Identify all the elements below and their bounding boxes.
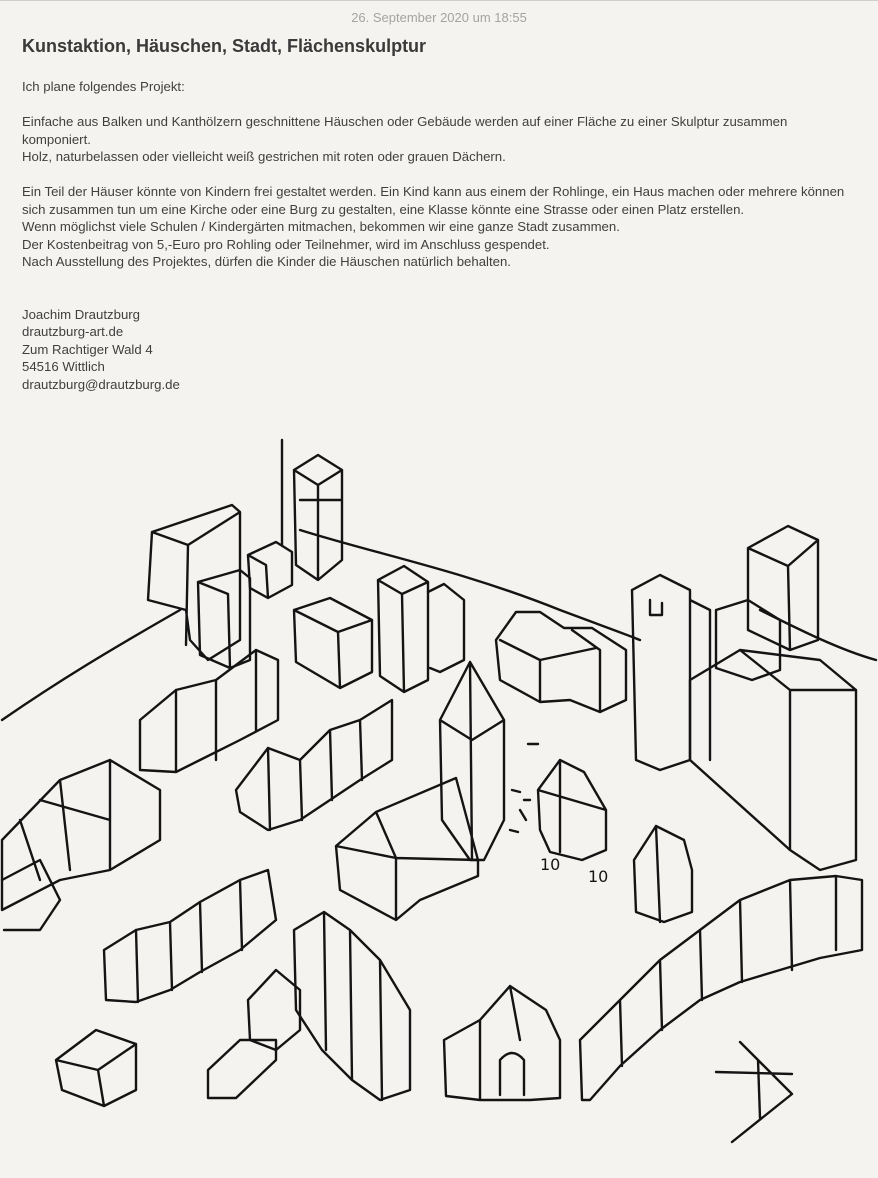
sketch-row-bottom-center (294, 912, 410, 1100)
intro-line: Ich plane folgendes Projekt: (22, 79, 185, 94)
contact-website: drautzburg-art.de (22, 324, 124, 339)
sketch-box-center-top (378, 566, 428, 692)
sketch-ground-line-top (300, 530, 640, 640)
sketch-box-center-right (428, 584, 464, 672)
sketch-castle-right (632, 575, 710, 770)
contact-street: Zum Rachtiger Wald 4 (22, 341, 153, 357)
sketch-house-a (248, 542, 292, 598)
sketch-row-left (2, 760, 160, 910)
sketch-label-10-b: 10 (588, 867, 609, 886)
sketch-house-small-right (634, 826, 692, 922)
top-divider (0, 0, 878, 1)
contact-name: Joachim Drautzburg (22, 306, 141, 322)
sketch-row-mid-left (236, 700, 392, 830)
sketch-row-bottom-right (580, 876, 862, 1100)
city-sketch-drawing (0, 430, 878, 1178)
sketch-box-lower-left-small (208, 1040, 276, 1098)
sketch-dashes-center (510, 744, 538, 832)
sketch-row-lower-center (248, 970, 300, 1050)
contact-city: 54516 Wittlich (22, 359, 105, 374)
sketch-ground-line-left (2, 610, 180, 720)
sketch-cube-center (294, 598, 372, 688)
sketch-label-10-a: 10 (540, 855, 561, 874)
paragraph-1-line-1: Einfache aus Balken und Kanthölzern geschnittene Häuschen oder Gebäude werden auf einer Fläche zu einer Skulptur zusammen komponiert. (22, 114, 788, 147)
contact-email: drautzburg@drautzburg.de (22, 376, 180, 392)
sketch-row-center-left (140, 650, 278, 772)
sketch-main-house (336, 778, 478, 920)
paragraph-2-line-4: Nach Ausstellung des Projektes, dürfen die Kinder die Häuschen natürlich behalten. (22, 254, 511, 269)
sketch-tower-left (148, 505, 240, 660)
sketch-house-right-center (538, 760, 606, 860)
sketch-block-right-main (690, 650, 856, 870)
sketch-box-lower-left (56, 1030, 136, 1106)
paragraph-2-line-3: Der Kostenbeitrag von 5,-Euro pro Rohling oder Teilnehmer, wird im Anschluss gespendet. (22, 236, 550, 252)
sketch-block-right-top (748, 526, 818, 650)
paragraph-1-line-2: Holz, naturbelassen oder vielleicht weiß gestrichen mit roten oder grauen Dächern. (22, 149, 506, 164)
sketch-box-left-front (198, 570, 250, 668)
paragraph-2-line-1: Ein Teil der Häuser könnte von Kindern frei gestaltet werden. Ein Kind kann aus einem der Rohlinge, ein Haus machen oder mehrere können sich zusammen tun um eine Kirche oder eine Burg zu gestalten, eine Klasse könnte eine Strasse oder einen Platz erstellen. (22, 184, 845, 217)
sketch-row-lower-left (104, 870, 276, 1002)
sketch-arrow-icon (716, 1042, 792, 1142)
note-body[interactable] (22, 78, 858, 393)
note-timestamp: 26. September 2020 um 18:55 (351, 10, 527, 25)
sketch-gate-house (444, 986, 560, 1100)
sketch-obelisk-center (440, 662, 504, 860)
paragraph-2-line-2: Wenn möglichst viele Schulen / Kindergärten mitmachen, bekommen wir eine ganze Stadt zusammen. (22, 219, 620, 234)
note-title[interactable]: Kunstaktion, Häuschen, Stadt, Flächenskulptur (22, 36, 427, 56)
